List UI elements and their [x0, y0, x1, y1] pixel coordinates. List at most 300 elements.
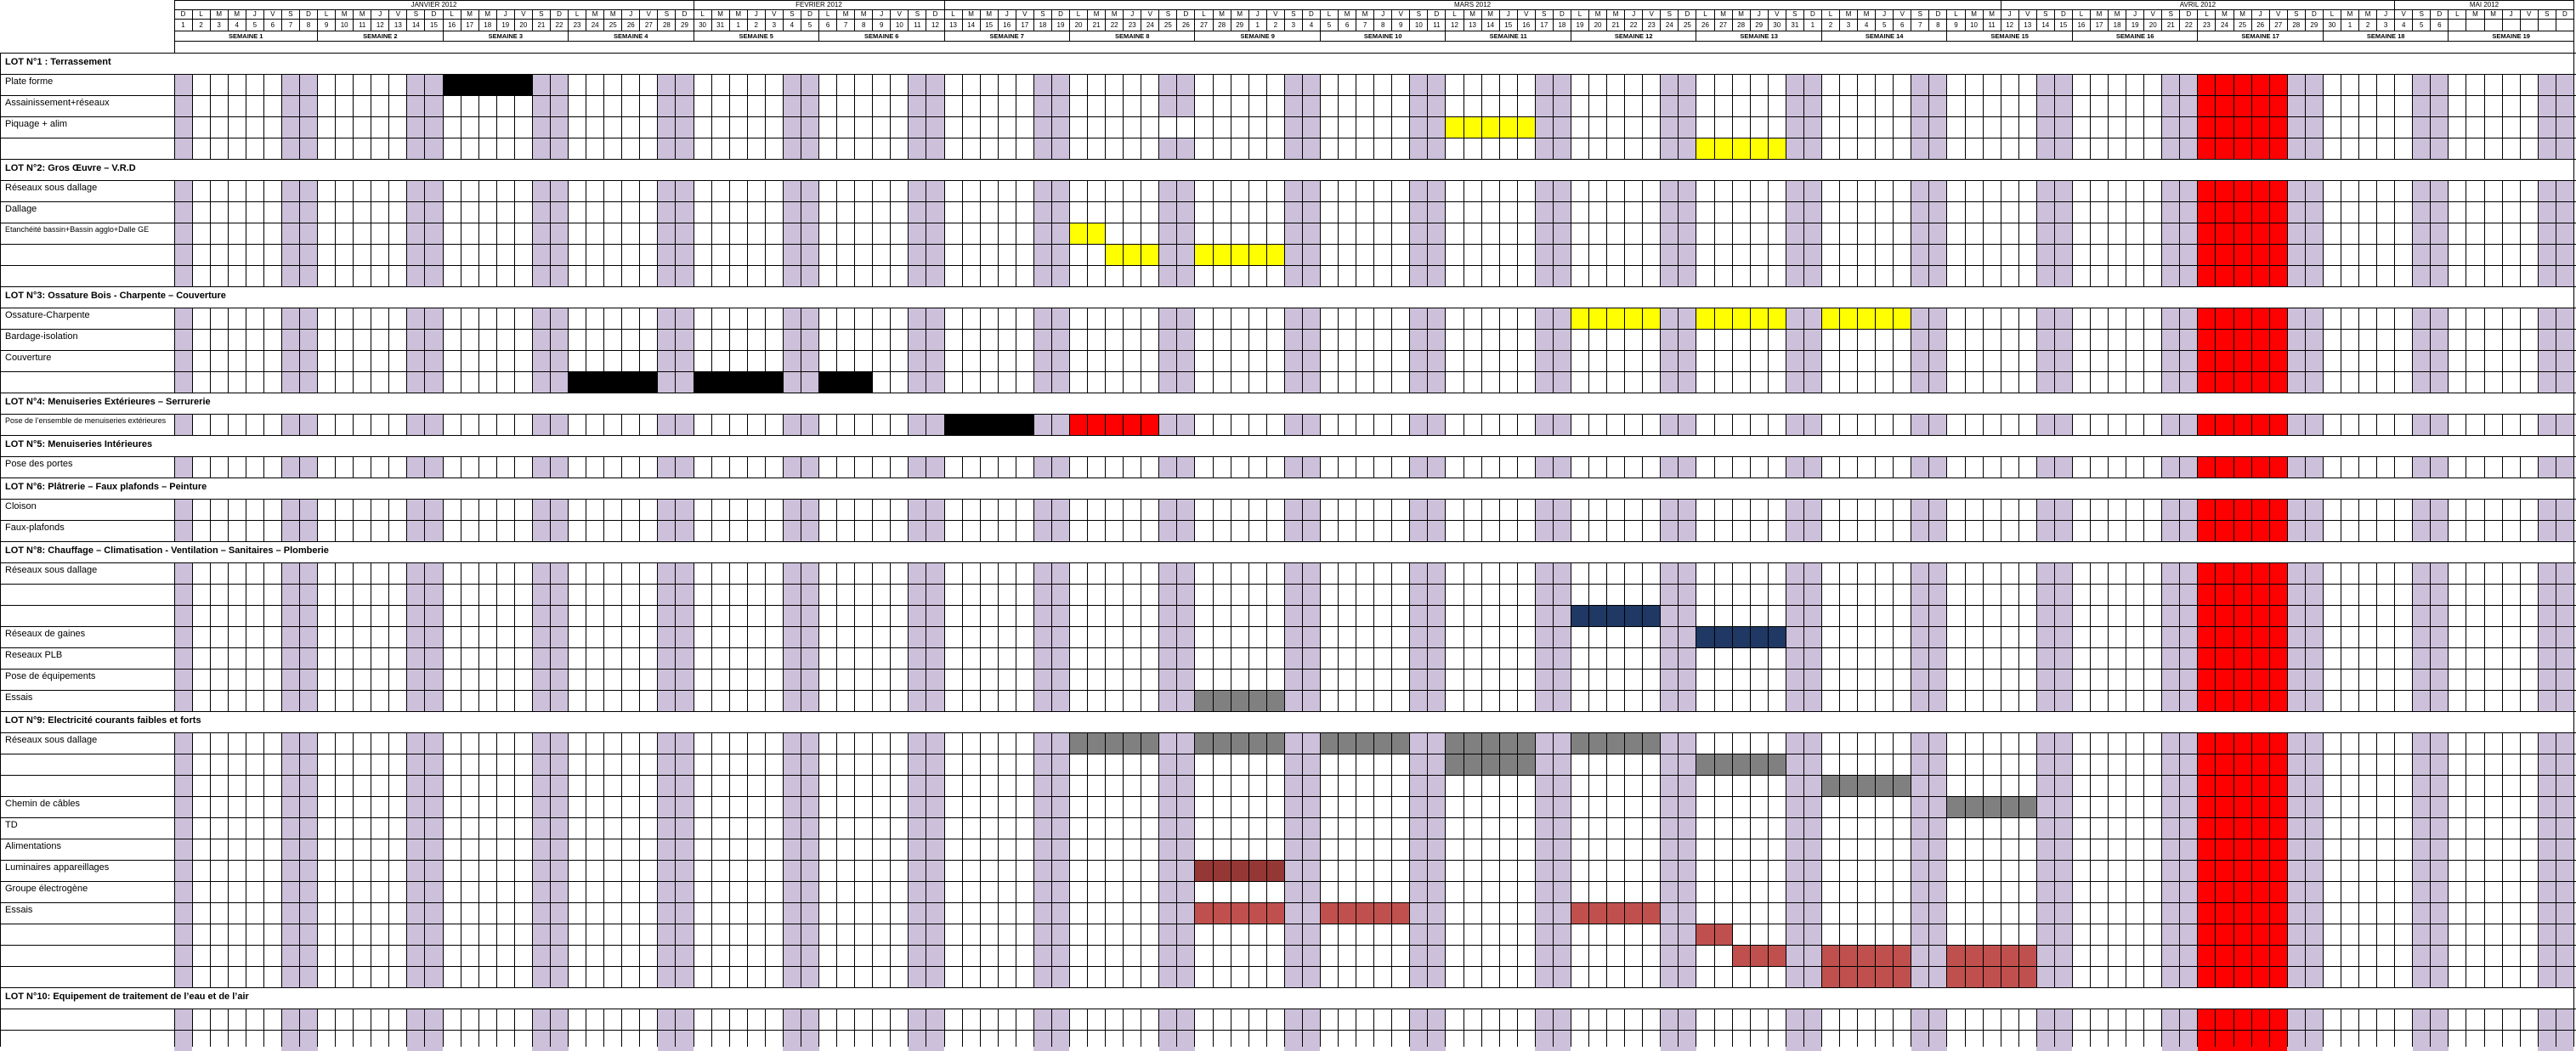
- week-label: SEMAINE 8: [1115, 33, 1150, 40]
- weekend-cell: [2305, 74, 2323, 95]
- weekend-cell: [1428, 902, 1446, 924]
- weekend-cell: [2413, 966, 2431, 987]
- weekend-cell: [407, 180, 425, 201]
- grid-hline: [0, 732, 2576, 733]
- weekend-cell: [1929, 116, 1947, 138]
- weekend-cell: [1410, 626, 1428, 647]
- weekend-cell: [1428, 690, 1446, 711]
- weekend-cell: [2287, 924, 2305, 945]
- day-letter: L: [951, 11, 955, 18]
- weekend-cell: [1803, 924, 1821, 945]
- weekend-cell: [909, 223, 926, 244]
- date-number: 2: [1273, 22, 1278, 29]
- weekend-cell: [801, 817, 818, 839]
- weekend-cell: [425, 95, 443, 116]
- grid-vline: [1624, 0, 1625, 1047]
- task-bar: [694, 371, 783, 393]
- weekend-cell: [174, 350, 192, 371]
- weekend-cell: [909, 244, 926, 265]
- weekend-cell: [1553, 669, 1571, 690]
- weekend-cell: [2305, 732, 2323, 754]
- weekend-cell: [1535, 605, 1553, 626]
- weekend-cell: [926, 817, 944, 839]
- weekend-cell: [909, 669, 926, 690]
- weekend-cell: [1911, 95, 1929, 116]
- weekend-cell: [174, 754, 192, 775]
- day-letter: L: [1577, 11, 1582, 18]
- weekend-cell: [1553, 775, 1571, 796]
- weekend-cell: [2305, 817, 2323, 839]
- weekend-cell: [299, 669, 317, 690]
- weekend-cell: [658, 414, 676, 435]
- weekend-cell: [1033, 754, 1051, 775]
- weekend-cell: [532, 817, 550, 839]
- weekend-cell: [1051, 647, 1069, 669]
- date-number: 2: [199, 22, 203, 29]
- weekend-cell: [550, 966, 568, 987]
- grid-hline: [0, 329, 2576, 330]
- weekend-cell: [1803, 902, 1821, 924]
- weekend-cell: [2556, 1009, 2573, 1030]
- weekend-cell: [2538, 414, 2556, 435]
- date-number: 20: [1074, 22, 1083, 29]
- day-letter: M: [609, 11, 616, 18]
- task-bar: [1159, 116, 1248, 138]
- day-letter: S: [1291, 11, 1296, 18]
- week-label: SEMAINE 15: [1990, 33, 2029, 40]
- weekend-cell: [1033, 223, 1051, 244]
- weekend-cell: [2413, 499, 2431, 520]
- weekend-cell: [801, 1009, 818, 1030]
- weekend-cell: [281, 796, 299, 817]
- weekend-cell: [1553, 499, 1571, 520]
- weekend-cell: [926, 138, 944, 159]
- weekend-cell: [281, 647, 299, 669]
- weekend-cell: [425, 244, 443, 265]
- weekend-cell: [1284, 116, 1302, 138]
- weekend-cell: [1803, 371, 1821, 393]
- weekend-cell: [1553, 839, 1571, 860]
- day-letter: M: [234, 11, 241, 18]
- weekend-cell: [1679, 308, 1696, 329]
- weekend-cell: [425, 350, 443, 371]
- weekend-cell: [1284, 796, 1302, 817]
- weekend-cell: [2538, 796, 2556, 817]
- date-number: 30: [2328, 22, 2336, 29]
- weekend-cell: [1786, 1009, 1803, 1030]
- weekend-cell: [1803, 520, 1821, 541]
- weekend-cell: [2556, 74, 2573, 95]
- weekend-cell: [1302, 647, 1320, 669]
- weekend-cell: [281, 626, 299, 647]
- weekend-cell: [2305, 138, 2323, 159]
- task-bar: [1195, 732, 1284, 754]
- weekend-cell: [2036, 116, 2054, 138]
- task-label: Réseaux sous dallage: [5, 565, 98, 575]
- weekend-cell: [1159, 95, 1177, 116]
- day-letter: J: [252, 11, 257, 18]
- weekend-cell: [2036, 1030, 2054, 1051]
- weekend-cell: [1929, 1030, 1947, 1051]
- header-hline: [174, 41, 2573, 42]
- weekend-cell: [1177, 860, 1195, 881]
- grid-hline: [0, 860, 2576, 861]
- weekend-cell: [1803, 95, 1821, 116]
- weekend-cell: [2054, 223, 2072, 244]
- weekend-cell: [801, 414, 818, 435]
- weekend-cell: [550, 116, 568, 138]
- date-number: 9: [880, 22, 884, 29]
- weekend-cell: [281, 223, 299, 244]
- date-number: 16: [1003, 22, 1011, 29]
- day-letter: M: [1219, 11, 1225, 18]
- date-number: 7: [1362, 22, 1367, 29]
- weekend-cell: [1535, 201, 1553, 223]
- week-label: SEMAINE 2: [363, 33, 398, 40]
- weekend-cell: [532, 754, 550, 775]
- week-label: SEMAINE 17: [2241, 33, 2279, 40]
- weekend-cell: [174, 138, 192, 159]
- day-letter: J: [880, 11, 884, 18]
- weekend-cell: [1051, 223, 1069, 244]
- weekend-cell: [1911, 223, 1929, 244]
- weekend-cell: [2180, 796, 2198, 817]
- weekend-cell: [2556, 371, 2573, 393]
- weekend-cell: [926, 754, 944, 775]
- weekend-cell: [2036, 499, 2054, 520]
- weekend-cell: [1302, 1030, 1320, 1051]
- weekend-cell: [2538, 839, 2556, 860]
- weekend-cell: [1929, 966, 1947, 987]
- weekend-cell: [2287, 180, 2305, 201]
- grid-hline: [0, 775, 2576, 776]
- weekend-cell: [1410, 732, 1428, 754]
- day-letter: S: [2294, 11, 2299, 18]
- weekend-cell: [2305, 754, 2323, 775]
- weekend-cell: [1284, 584, 1302, 605]
- weekend-cell: [550, 1009, 568, 1030]
- weekend-cell: [1051, 95, 1069, 116]
- grid-vline: [424, 0, 425, 1047]
- day-letter: D: [2311, 11, 2317, 18]
- weekend-cell: [550, 902, 568, 924]
- weekend-cell: [2162, 180, 2180, 201]
- weekend-cell: [2036, 414, 2054, 435]
- weekend-cell: [2431, 732, 2449, 754]
- weekend-cell: [2413, 690, 2431, 711]
- weekend-cell: [2036, 924, 2054, 945]
- weekend-cell: [676, 902, 694, 924]
- date-number: 21: [2166, 22, 2175, 29]
- weekend-cell: [532, 860, 550, 881]
- weekend-cell: [658, 95, 676, 116]
- weekend-cell: [1177, 180, 1195, 201]
- weekend-cell: [658, 796, 676, 817]
- weekend-cell: [299, 1009, 317, 1030]
- grid-vline: [1123, 0, 1124, 1047]
- weekend-cell: [1803, 775, 1821, 796]
- weekend-cell: [676, 74, 694, 95]
- weekend-cell: [658, 499, 676, 520]
- day-letter: L: [1703, 11, 1707, 18]
- weekend-cell: [2162, 817, 2180, 839]
- grid-vline: [192, 0, 193, 1047]
- weekend-cell: [1159, 308, 1177, 329]
- day-letter: M: [1469, 11, 1475, 18]
- weekend-cell: [2431, 775, 2449, 796]
- month-label: JANVIER 2012: [410, 2, 457, 8]
- weekend-cell: [909, 902, 926, 924]
- weekend-cell: [1803, 817, 1821, 839]
- weekend-cell: [2431, 223, 2449, 244]
- week-separator: [2323, 31, 2324, 41]
- weekend-cell: [1553, 1030, 1571, 1051]
- weekend-cell: [1410, 95, 1428, 116]
- task-bar: [1195, 902, 1284, 924]
- grid-vline: [711, 0, 712, 1047]
- weekend-cell: [926, 414, 944, 435]
- weekend-cell: [2180, 456, 2198, 477]
- weekend-cell: [783, 244, 801, 265]
- weekend-cell: [1410, 180, 1428, 201]
- weekend-cell: [2162, 265, 2180, 286]
- grid-vline: [1302, 0, 1303, 1047]
- date-number: 31: [1791, 22, 1799, 29]
- weekend-cell: [1302, 796, 1320, 817]
- weekend-cell: [2305, 520, 2323, 541]
- day-letter: D: [2186, 11, 2192, 18]
- weekend-cell: [1284, 754, 1302, 775]
- weekend-cell: [1177, 839, 1195, 860]
- weekend-cell: [174, 796, 192, 817]
- day-letter: M: [1845, 11, 1852, 18]
- weekend-cell: [2431, 754, 2449, 775]
- weekend-cell: [801, 371, 818, 393]
- weekend-cell: [909, 1009, 926, 1030]
- weekend-cell: [1535, 669, 1553, 690]
- day-letter: S: [1416, 11, 1422, 18]
- weekend-cell: [2431, 945, 2449, 966]
- weekend-cell: [174, 180, 192, 201]
- weekend-cell: [1786, 817, 1803, 839]
- weekend-cell: [2180, 414, 2198, 435]
- weekend-cell: [2054, 265, 2072, 286]
- day-letter: V: [1649, 11, 1654, 18]
- weekend-cell: [909, 945, 926, 966]
- grid-vline: [1553, 0, 1554, 1047]
- weekend-cell: [1177, 732, 1195, 754]
- weekend-cell: [1302, 350, 1320, 371]
- date-number: 25: [609, 22, 617, 29]
- task-label: Plate forme: [5, 76, 54, 87]
- weekend-cell: [2036, 201, 2054, 223]
- weekend-cell: [174, 265, 192, 286]
- weekend-cell: [532, 562, 550, 584]
- weekend-cell: [2556, 1030, 2573, 1051]
- weekend-cell: [1535, 881, 1553, 902]
- weekend-cell: [658, 626, 676, 647]
- day-letter: L: [575, 11, 580, 18]
- weekend-cell: [1051, 732, 1069, 754]
- red-block-cell: [2198, 860, 2287, 881]
- weekend-cell: [174, 860, 192, 881]
- day-letter: J: [503, 11, 507, 18]
- grid-vline: [1320, 0, 1321, 1047]
- weekend-cell: [1284, 74, 1302, 95]
- weekend-cell: [1553, 732, 1571, 754]
- weekend-cell: [281, 499, 299, 520]
- weekend-cell: [299, 690, 317, 711]
- weekend-cell: [1428, 1030, 1446, 1051]
- weekend-cell: [532, 308, 550, 329]
- day-letter: L: [450, 11, 454, 18]
- weekend-cell: [1302, 1009, 1320, 1030]
- weekend-cell: [1177, 371, 1195, 393]
- weekend-cell: [1302, 817, 1320, 839]
- weekend-cell: [2431, 329, 2449, 350]
- weekend-cell: [1302, 669, 1320, 690]
- weekend-cell: [2162, 775, 2180, 796]
- weekend-cell: [2287, 881, 2305, 902]
- grid-vline: [353, 0, 354, 1047]
- weekend-cell: [550, 754, 568, 775]
- weekend-cell: [1929, 456, 1947, 477]
- grid-vline: [2197, 0, 2198, 1047]
- weekend-cell: [1284, 414, 1302, 435]
- weekend-cell: [1051, 520, 1069, 541]
- weekend-cell: [783, 265, 801, 286]
- grid-hline: [0, 584, 2576, 585]
- date-number: 9: [1399, 22, 1403, 29]
- date-number: 19: [2131, 22, 2139, 29]
- weekend-cell: [909, 754, 926, 775]
- weekend-cell: [299, 308, 317, 329]
- weekend-cell: [407, 308, 425, 329]
- grid-vline: [1373, 0, 1374, 1047]
- weekend-cell: [1911, 966, 1929, 987]
- weekend-cell: [299, 605, 317, 626]
- weekend-cell: [407, 1030, 425, 1051]
- weekend-cell: [299, 881, 317, 902]
- weekend-cell: [1803, 966, 1821, 987]
- weekend-cell: [2556, 945, 2573, 966]
- weekend-cell: [2054, 308, 2072, 329]
- weekend-cell: [2556, 775, 2573, 796]
- weekend-cell: [1803, 223, 1821, 244]
- grid-vline: [998, 0, 999, 1047]
- week-separator: [1946, 31, 1947, 41]
- weekend-cell: [1051, 860, 1069, 881]
- weekend-cell: [281, 817, 299, 839]
- date-number: 4: [1309, 22, 1314, 29]
- weekend-cell: [2180, 605, 2198, 626]
- weekend-cell: [2287, 839, 2305, 860]
- weekend-cell: [1679, 754, 1696, 775]
- weekend-cell: [550, 626, 568, 647]
- date-number: 9: [324, 22, 329, 29]
- date-number: 29: [1236, 22, 1244, 29]
- grid-vline: [818, 0, 819, 1047]
- grid-vline: [783, 0, 784, 1047]
- weekend-cell: [407, 244, 425, 265]
- weekend-cell: [2431, 690, 2449, 711]
- date-number: 23: [2202, 22, 2211, 29]
- weekend-cell: [1177, 308, 1195, 329]
- weekend-cell: [676, 1009, 694, 1030]
- lot-row: [1, 436, 2568, 456]
- day-letter: M: [717, 11, 723, 18]
- weekend-cell: [2162, 499, 2180, 520]
- weekend-cell: [1553, 520, 1571, 541]
- weekend-cell: [1661, 562, 1679, 584]
- weekend-cell: [676, 308, 694, 329]
- grid-vline: [514, 0, 515, 1047]
- task-bar: [1696, 626, 1786, 647]
- weekend-cell: [1410, 775, 1428, 796]
- date-number: 30: [699, 22, 706, 29]
- weekend-cell: [1679, 924, 1696, 945]
- weekend-cell: [676, 329, 694, 350]
- weekend-cell: [2180, 350, 2198, 371]
- weekend-cell: [1553, 180, 1571, 201]
- weekend-cell: [1553, 647, 1571, 669]
- day-letter: J: [1506, 11, 1510, 18]
- weekend-cell: [407, 754, 425, 775]
- weekend-cell: [2431, 839, 2449, 860]
- weekend-cell: [2556, 605, 2573, 626]
- date-number: 24: [1146, 22, 1154, 29]
- date-number: 18: [1039, 22, 1047, 29]
- weekend-cell: [1284, 520, 1302, 541]
- weekend-cell: [2538, 456, 2556, 477]
- weekend-cell: [1159, 860, 1177, 881]
- weekend-cell: [1661, 1030, 1679, 1051]
- weekend-cell: [2180, 201, 2198, 223]
- weekend-cell: [783, 350, 801, 371]
- weekend-cell: [2556, 308, 2573, 329]
- weekend-cell: [2538, 308, 2556, 329]
- weekend-cell: [676, 371, 694, 393]
- task-bar: [1446, 754, 1535, 775]
- day-letter: D: [1810, 11, 1815, 18]
- day-letter: M: [484, 11, 491, 18]
- weekend-cell: [2054, 456, 2072, 477]
- weekend-cell: [2036, 775, 2054, 796]
- grid-vline: [406, 0, 407, 1047]
- weekend-cell: [783, 456, 801, 477]
- weekend-cell: [2556, 329, 2573, 350]
- weekend-cell: [1535, 499, 1553, 520]
- weekend-cell: [1929, 520, 1947, 541]
- red-block-cell: [2198, 924, 2287, 945]
- weekend-cell: [2054, 881, 2072, 902]
- grid-hline: [0, 499, 2576, 500]
- weekend-cell: [2556, 860, 2573, 881]
- weekend-cell: [2431, 456, 2449, 477]
- weekend-cell: [926, 371, 944, 393]
- grid-vline: [335, 0, 336, 1047]
- weekend-cell: [1302, 839, 1320, 860]
- weekend-cell: [174, 902, 192, 924]
- grid-hline: [0, 180, 2576, 181]
- weekend-cell: [550, 138, 568, 159]
- weekend-cell: [1535, 839, 1553, 860]
- weekend-cell: [2180, 860, 2198, 881]
- weekend-cell: [2287, 796, 2305, 817]
- weekend-cell: [2036, 817, 2054, 839]
- weekend-cell: [425, 414, 443, 435]
- red-block-cell: [2198, 775, 2287, 796]
